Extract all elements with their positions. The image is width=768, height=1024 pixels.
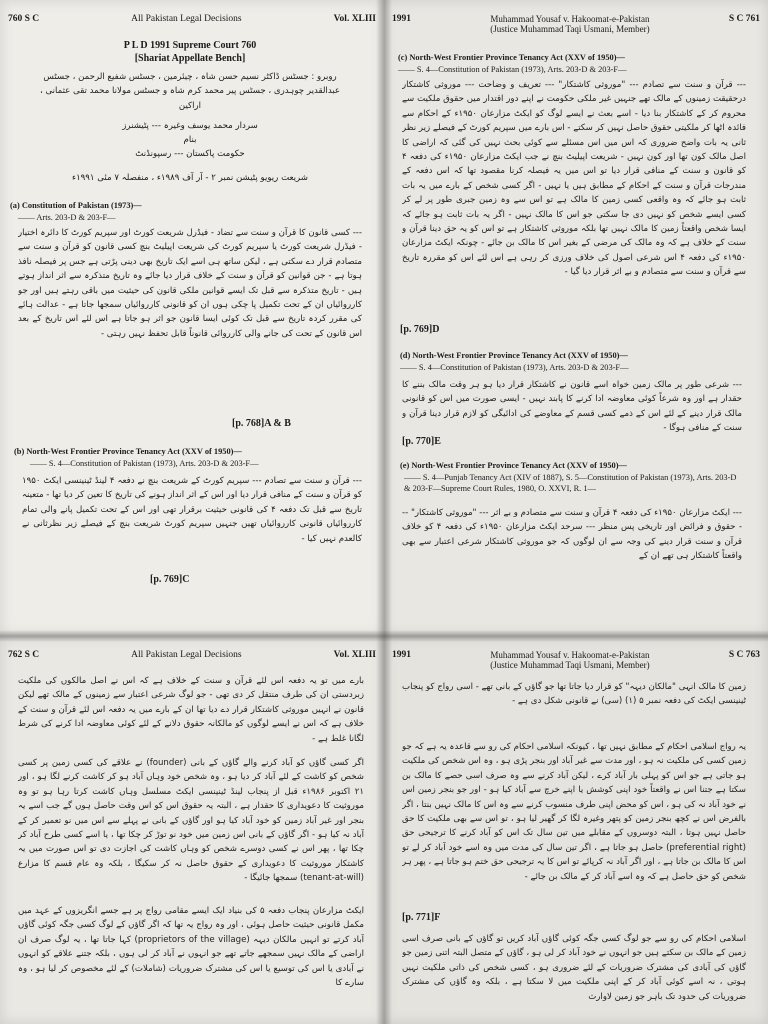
bench-name: [Shariat Appellate Bench] — [134, 52, 246, 64]
headnote-c-heading: (c) North-West Frontier Province Tenancy Act (XXV of 1950)— — [398, 53, 625, 62]
running-title: All Pakistan Legal Decisions — [131, 650, 242, 660]
headnote-e-body: --- ایکٹ مزارعان ۱۹۵۰ء کی دفعہ ۴ قرآن و سنت سے متصادم و بے اثر --- "موروثی کاشتکار" --- حقوق و فرائض اور تاریخی پس منظر --- سرحد ایکٹ مزارعان ۱۹۵۰ء کی دفعہ ۴ کو خلاف قرآن و سنت قرار دینے کی وجہ سے ان لوگوں کہ جو موروثی کاشتکار شرعی اعتبار سے بھی واقعتاً کاشتکار ہی تھے ان کے — [402, 508, 742, 562]
page-header — [8, 650, 376, 660]
judgment-paragraph-1: بارے میں تو یہ دفعہ اس لئے قرآن و سنت کے خلاف ہے کہ اس نے اصل مالکوں کی ملکیت زبردستی ان کی طرف منتقل کر دی تھی - جو لوگ شرعی اعتبار سے زمینوں کے مالک تھے لیکن قانون نے انہیں موروثی کاشتکار قرار دے دیا تھا ان کے بارے میں یہ دفعہ اس لئے قرآن و سنت کے خلاف ہے کہ اس نے ایسے لوگوں کو مالکانہ حقوق دلانے کے لئے کوئی معاوضہ ادا کرنے کی شرط لگانا غلط ہے - — [18, 676, 364, 744]
judgment-paragraph-3: اسلامی احکام کی رو سے جو لوگ کسی جگہ کوئی گاؤں آباد کریں تو گاؤں کے بانی صرف اسی زمین کے مالک بن سکتے ہیں جو انہوں نے خود آباد کر لی ہو ، گاؤں کے متصل البتہ اتنی زمین جو گاؤں کی آبادی کی مشترک ضروریات کے لئے ضروری ہو ، کسی شخص کی ذاتی ملکیت نہیں ہوتی ، نہ اسے کوئی آباد کر کے اپنی ملکیت میں لا سکتا ہے ، بلکہ وہ گاؤں کی مشترک ضروریات کی حدود تک باہر جو زمین لاوارث — [402, 934, 746, 1002]
page-header — [392, 650, 760, 671]
page-number: S C 761 — [728, 14, 760, 24]
judgment-paragraph-1: زمین کا مالک انہی "مالکان دیہہ" کو قرار دیا جاتا تھا جو گاؤں کے بانی تھے - اسی رواج کو پنجاب ٹینینسی ایکٹ کی دفعہ نمبر ۵ (۱) (سی) نے قانونی شکل دی ہے - — [402, 682, 746, 707]
headnote-b-reference: [p. 769]C — [150, 574, 190, 585]
headnote-c-subheading: —— S. 4—Constitution of Pakistan (1973), Arts. 203-D & 203-F— — [398, 65, 627, 74]
volume-number: Vol. XLIII — [333, 650, 376, 660]
volume-number: Vol. XLIII — [333, 14, 376, 24]
bench-members-urdu: روبرو : جسٹس ڈاکٹر نسیم حسن شاہ ، چیئرمین ، جسٹس شفیع الرحمن ، جسٹس عبدالقدیر چوہدری ، جسٹس پیر محمد کرم شاہ و جسٹس مولانا محمد تقی عثمانی ، اراکین — [39, 72, 341, 111]
case-citation — [40, 40, 340, 65]
page-header — [8, 14, 376, 24]
year: 1991 — [392, 14, 411, 24]
page-number: S C 763 — [728, 650, 760, 660]
headnote-a-reference: [p. 768]A & B — [232, 418, 291, 429]
headnote-d-body: --- شرعی طور پر مالک زمین خواہ اسے قانون نے کاشتکار قرار دیا ہو ہر وقت مالک بننے کا حقدار ہے اور وہ شرعاً کوئی معاوضہ ادا کرنے کا پابند نہیں - ایسی صورت میں اس کو قانونی مالک قرار دینے کے لئے اس کے ذمے کسی قسم کے معاوضے کی ادائیگی کو لازم قرار دینا قرآن و سنت کے منافی ہوگا - — [402, 380, 742, 434]
headnote-e-subheading: —— S. 4—Punjab Tenancy Act (XIV of 1887), S. 5—Constitution of Pakistan (1973), Arts. 203-D & 203-F—Supreme Court Rules, 1980, O. XXVI, R. 1— — [404, 473, 737, 493]
headnote-b-heading: (b) North-West Frontier Province Tenancy Act (XXV of 1950)— — [14, 447, 242, 456]
headnote-e-heading: (e) North-West Frontier Province Tenancy Act (XXV of 1950)— — [400, 461, 627, 470]
headnote-d-subheading: —— S. 4—Constitution of Pakistan (1973), Arts. 203-D & 203-F— — [400, 363, 629, 372]
headnote-c-body: --- قرآن و سنت سے تصادم --- "موروثی کاشتکار" --- تعریف و وضاحت --- موروثی کاشتکار درحقیقت زمینوں کے مالک تھے جنہیں غیر ملکی حکومت نے اپنے دور اقتدار میں حقوق ملکیت سے محروم کر کے کاشتکار بنا دیا - اسے بعث نے ایسے لوگ کو ایکٹ مزارعان ۱۹۵۰ء کے احکام سے فائدہ اٹھا کر ملکیتی حقوق حاصل نہیں کر سکتے - اس بارے میں سپریم کورٹ کے فیصلے زیر نظر ثانی یہ بات واضح ضروری کہ اس میں اس مسئلے سے کوئی بحث نہیں کی گئی کہ اراضی کا اصل مالک کون تھا اور کون نہیں - شریعت اپیلیٹ بنچ نے جب ایکٹ مزارعان ۱۹۵۰ء کی دفعہ ۴ کو قانون و سنت کے منافی قرار دیا تو اس میں یہ فیصلہ کرنا مقصود تھا کہ اس دفعہ کے مندرجات قرآن و سنت کے احکام کے مطابق ہیں یا نہیں - اگر کسی شخص کے بارے میں یہ بات ثابت ہو جائے کہ وہ واقعی کسی زمین کا مالک ہے تو اس سے وہ زمین جبری طور پر لے کر کسی ایسے شخص کو نہیں دی جا سکتی جو اس کا مالک نہیں - اگر یہ بات ثابت ہو جائے کہ ایسا شخص واقعتاً زمین کا مالک نہیں تھا بلکہ موروثی کاشتکار ہے تو اس کو یہ حق دینا قرآن و سنت کے خلاف ہے کہ وہ مالک کی مرضی کے بغیر اس کا مالک بن جائے - چونکہ ایکٹ مزارعان ۱۹۵۰ء کی دفعہ ۴ اس شرعی اصول کی خلاف ورزی کر رہی ہے اس لئے اس کو مقررہ تاریخ سے قرآن و سنت سے متصادم و بے اثر قرار دیا گیا - — [402, 80, 746, 278]
book-spine-shadow — [376, 0, 392, 1024]
running-title — [490, 650, 649, 671]
citation-line: P L D 1991 Supreme Court 760 — [123, 40, 257, 51]
versus: بنام — [183, 135, 197, 145]
paragraph-reference: [p. 771]F — [402, 912, 441, 923]
year: 1991 — [392, 650, 411, 660]
headnote-d-reference: [p. 770]E — [402, 436, 441, 447]
judge-name: (Justice Muhammad Taqi Usmani, Member) — [490, 24, 650, 35]
judgment-paragraph-2: اگر کسی گاؤں کو آباد کرنے والے گاؤں کے بانی (founder) نے علاقے کی کسی زمین پر کسی شخص کو کاشت کے لئے آباد کر دیا ہو ، وہ شخص خود وہاں آباد ہو کر کاشت کرنے لگا ہو ، اور ۲۱ اکتوبر ۱۹۸۶ء قبل از پنجاب لینڈ ٹینینسی ایکٹ مسلسل وہاں کاشت کرتا رہا ہو تو وہ موروثیت کا دعویداری کا حقدار ہے ، البتہ یہ حقوق اس کو اس وقت حاصل ہوں گے جب اسے یہ بنجر اور غیر آباد زمین کو خود آباد کیا ہو اور گاؤں کے بانی نے پہلے سے اس میں نو تعمیر کر کے آباد نہ کیا ہو - اگر گاؤں کے بانی اس زمین میں خود نو توڑ کر چکا تھا ، یا اسے کسی طرح آباد کر چکا تھا ، پھر اس نے کسی دوسرے شخص کو وہاں کاشت کی اجازت دی تو اس صورت میں یہ کاشتکار موروثیت کا دعویداری کے حقوق حاصل نہ کر سکیگا ، بلکہ وہ عام قسم کا مزارع (tenant-at-will) سمجھا جائیگا - — [18, 758, 364, 884]
page-number: 760 S C — [8, 14, 40, 24]
headnote-c-reference: [p. 769]D — [400, 324, 440, 335]
judge-name: (Justice Muhammad Taqi Usmani, Member) — [490, 660, 650, 671]
headnote-a-subheading: —— Arts. 203-D & 203-F— — [18, 213, 116, 222]
headnote-d-heading: (d) North-West Frontier Province Tenancy Act (XXV of 1950)— — [400, 351, 628, 360]
page-header — [392, 14, 760, 35]
judgment-paragraph-3: ایکٹ مزارعان پنجاب دفعہ ۵ کی بنیاد ایک ایسے مقامی رواج پر ہے جسے انگریزوں کے عہد میں مکمل قانونی حیثیت حاصل ہوئی ، اور وہ رواج یہ تھا کہ اگر گاؤں کے لوگ کسی جگہ کوئی گاؤں آباد کرتے تو انہیں مالکان دیہہ (proprietors of the village) کہا جاتا تھا ، یہ لوگ صرف ان اراضی کے مالک نہیں سمجھے جاتے تھے جو انہوں نے آباد کر لی ہوں ، بلکہ جتنے علاقے کو انہوں نے آبادی یا اس کی توسیع یا اس کی مشترک ضروریات (شاملات) کے لئے مخصوص کر لیا ہو ، وہ سارے کا — [18, 906, 364, 989]
running-title — [490, 14, 649, 35]
page-763 — [384, 636, 768, 1024]
page-761 — [384, 0, 768, 636]
respondent: حکومت پاکستان --- رسپونڈنٹ — [135, 149, 245, 159]
case-name: Muhammad Yousaf v. Hakoomat-e-Pakistan — [490, 14, 650, 24]
page-762 — [0, 636, 384, 1024]
page-number: 762 S C — [8, 650, 40, 660]
page-760 — [0, 0, 384, 636]
headnote-a-heading: (a) Constitution of Pakistan (1973)— — [10, 201, 142, 210]
case-name: Muhammad Yousaf v. Hakoomat-e-Pakistan — [490, 650, 650, 660]
running-title: All Pakistan Legal Decisions — [131, 14, 242, 24]
petition-number: شریعت ریویو پٹیشن نمبر ۲ - آر آف ۱۹۸۹ء ، منفصلہ ۷ مئی ۱۹۹۱ء — [72, 173, 308, 183]
page-fold-shadow — [0, 630, 768, 642]
headnote-a-body: --- کسی قانون کا قرآن و سنت سے تضاد - فیڈرل شریعت کورٹ اور سپریم کورٹ کا دائرہ اختیار - فیڈرل شریعت کورٹ یا سپریم کورٹ کی شریعت اپیلیٹ بنچ کسی قانون کو قرآن و سنت سے متصادم قرار دے سکتی ہے ، لیکن ساتھ ہی اسے ایک تاریخ بھی دینی پڑتی ہے جس پر فیصلہ نافذ ہوتا ہے - جن قوانین کو قرآن و سنت کے خلاف قرار دیا جائے وہ تاریخ متذکرہ سے اثر انداز ہوتے ہیں - تاریخ متذکرہ سے قبل تک ایسے قوانین ملکی قانون کی حیثیت میں باقی رہتے ہیں اور جو کارروائیاں ان کے تحت تکمیل پا چکی ہوں ان کو قانونی کارروائیاں سمجھا جاتا ہے - عدالت ہائے کی مقرر کردہ تاریخ سے قبل تک کوئی ایسا قانون جو اثر ہو جاتا ہے اس لئے اس تاریخ کے بعد اس قانون کے تحت کی جانے والی کارروائی قانوناً قابل تحفظ نہیں رہتی - — [18, 228, 362, 339]
petitioners: سردار محمد یوسف وغیرہ --- پٹیشنرز — [122, 121, 258, 131]
judgment-paragraph-2: یہ رواج اسلامی احکام کے مطابق نہیں تھا ، کیونکہ اسلامی احکام کی رو سے قاعدہ یہ ہے کہ جو زمین کسی کی ملکیت نہ ہو ، اور مدت سے غیر آباد اور بنجر پڑی ہو ، وہ اس شخص کی ملکیت ہو جاتی ہے جو اس کو پہلی بار آباد کرے ، لیکن آباد کرنے سے وہ صرف اسی حصے کا مالک بن سکتا ہے جتنا اس نے واقعتاً خود اپنی کوشش یا اپنے خرچ سے آباد کیا ہو - اور جو بنجر زمین اس نے خود آباد نہ کی ہو ، اس کو محض اپنی طرف منسوب کرنے سے وہ اس کا مالک نہیں بنتا ، اگر بالفرض اس نے کچھ بنجر زمین کو پتھر وغیرہ لگا کر گھیر لیا ہو ، تو اس سے بھی ملکیت کا حق حاصل نہیں ہوتا ، البتہ دوسروں کے مقابلے میں تین سال تک اس کو آباد کرنے کا ترجیحی حق (preferential right) حاصل ہو جاتا ہے ، اگر تین سال کی مدت میں وہ اسے خود آباد کر لے تو اس کا مالک بن جاتا ہے ، اور اگر آباد نہ کرپائے تو اس کا یہ ترجیحی حق ختم ہو جاتا ہے ، پھر ہر شخص کو حق حاصل ہے کہ وہ اسے آباد کر کے مالک بن جائے - — [402, 742, 746, 882]
headnote-b-subheading: —— S. 4—Constitution of Pakistan (1973), Arts. 203-D & 203-F— — [30, 459, 259, 468]
headnote-b-body: --- قرآن و سنت سے تصادم --- سپریم کورٹ کے شریعت بنچ نے دفعہ ۴ لینڈ ٹینینسی ایکٹ ۱۹۵۰ کو قرآن و سنت کے منافی قرار دیا اور اس کے اثر انداز ہونے کی تاریخ کا تعین کر دیا تھا - متعینہ تاریخ سے قبل تک دفعہ ۴ کی قانونی حیثیت برقرار تھی اور اس کے تحت تکمیل پانے والی تمام کارروائیاں قانونی کارروائیاں تھیں جنہیں سپریم کورٹ شریعت بنچ کے فیصلے زیر نظرثانی نے کالعدم نہیں کیا - — [22, 476, 362, 544]
